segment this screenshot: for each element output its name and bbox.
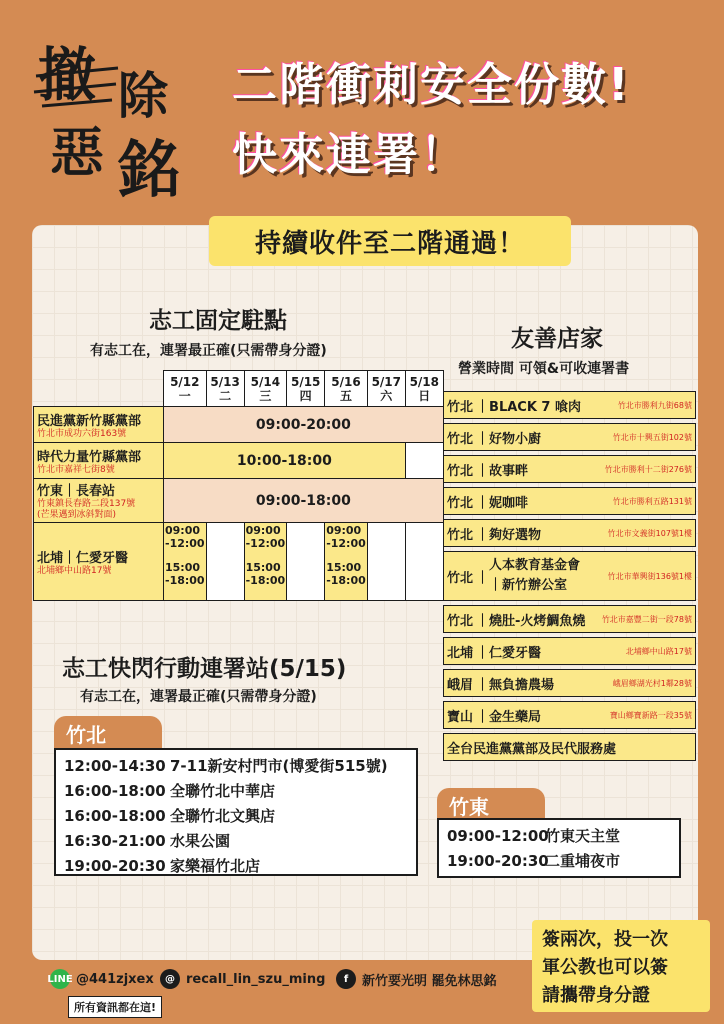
list-item: 19:00-20:30 家樂福竹北店 [64, 857, 261, 875]
list-item: 09:00-12:00竹東天主堂 [447, 827, 621, 845]
schedule-row [34, 523, 444, 601]
time-slot-cell: 09:00 -12:00 15:00 -18:00 [164, 523, 207, 601]
collection-banner: 持續收件至二階通過！ [209, 216, 571, 266]
shop-list [443, 391, 696, 765]
shop-item: 竹北 ｜ BLACK 7 喰肉 竹北市勝利九街68號 [443, 391, 696, 419]
shop-item: 竹北 ｜ 故事畔 竹北市勝利十二街276號 [443, 455, 696, 483]
day-header: 5/18 日 [405, 371, 443, 407]
shop-item: 竹北 ｜ 好物小廚 竹北市十興五街102號 [443, 423, 696, 451]
fixed-stations-subtitle: 有志工在，連署最正確(只需帶身分證) [90, 343, 327, 359]
headline-line-2: 快來連署！ [232, 128, 468, 181]
shop-item: 寶山 ｜ 金生藥局 寶山鄉寶新路一段35號 [443, 701, 696, 729]
schedule-header-row [34, 371, 444, 407]
day-header: 5/14 三 [244, 371, 287, 407]
schedule-row [34, 443, 444, 479]
shop-item: 竹北 ｜ 妮咖啡 竹北市勝利五路131號 [443, 487, 696, 515]
zhudong-list [437, 818, 681, 878]
line-icon: LINE [50, 969, 70, 989]
shops-title: 友善店家 [511, 326, 603, 352]
threads-account[interactable]: @ recall_lin_szu_ming [160, 966, 325, 992]
flash-stations-subtitle: 有志工在，連署最正確(只需帶身分證) [80, 689, 317, 705]
headline-line-1: 二階衝刺安全份數! [232, 58, 631, 111]
fixed-stations-title: 志工固定駐點 [149, 308, 287, 334]
shop-item: 竹北 ｜ 夠好選物 竹北市文義街107號1樓 [443, 519, 696, 547]
shop-item: 竹北 ｜ 燒肚-火烤鯛魚燒 竹北市嘉豐二街一段78號 [443, 605, 696, 633]
logo-char-2: 除 [118, 66, 168, 125]
facebook-page[interactable]: f 新竹要光明 罷免林思銘 [336, 966, 497, 992]
day-header: 5/12 一 [164, 371, 207, 407]
shop-item: 竹北 ｜ 人本教育基金會 ｜新竹辦公室 竹北市華興街136號1樓 [443, 551, 696, 601]
campaign-logo [32, 28, 202, 206]
hours-cell: 10:00-18:00 [164, 443, 406, 479]
logo-strike-icon [32, 46, 122, 116]
schedule-row [34, 407, 444, 443]
fixed-schedule-table [33, 370, 444, 601]
list-item: 16:00-18:00 全聯竹北中華店 [64, 782, 276, 800]
threads-icon: @ [160, 969, 180, 989]
logo-char-3: 惡 [50, 120, 104, 184]
day-header: 5/17 六 [367, 371, 405, 407]
hours-cell: 09:00-18:00 [164, 479, 444, 523]
shop-item-all: 全台民進黨黨部及民代服務處 [443, 733, 696, 761]
reminder-note: 簽兩次，投一次 軍公教也可以簽 請攜帶身分證 [532, 920, 710, 1012]
day-header: 5/15 四 [287, 371, 325, 407]
line-account[interactable]: LINE @441zjxex [50, 966, 154, 992]
facebook-icon: f [336, 969, 356, 989]
list-item: 19:00-20:30二重埔夜市 [447, 852, 621, 870]
day-header: 5/13 二 [206, 371, 244, 407]
footnote-label: 所有資訊都在這! [68, 996, 162, 1018]
hours-cell: 09:00-20:00 [164, 407, 444, 443]
time-slot-cell: 09:00 -12:00 15:00 -18:00 [325, 523, 368, 601]
shop-item: 北埔 ｜ 仁愛牙醫 北埔鄉中山路17號 [443, 637, 696, 665]
time-slot-cell: 09:00 -12:00 15:00 -18:00 [244, 523, 287, 601]
day-header: 5/16 五 [325, 371, 368, 407]
shops-subtitle: 營業時間 可領&可收連署書 [458, 361, 630, 377]
tab-zhudong: 竹東 [437, 788, 545, 822]
logo-char-4: 銘 [118, 133, 181, 206]
location-cell: 竹東｜長春站 竹東鎮長春路二段137號 (芒果邁到冰斜對面) [34, 479, 164, 523]
zhubei-list [54, 748, 418, 876]
location-cell: 時代力量竹縣黨部 竹北市嘉祥七街8號 [34, 443, 164, 479]
list-item: 12:00-14:30 7-11新安村門市(博愛街515號) [64, 757, 388, 775]
location-cell: 北埔｜仁愛牙醫 北埔鄉中山路17號 [34, 523, 164, 601]
list-item: 16:00-18:00 全聯竹北文興店 [64, 807, 276, 825]
list-item: 16:30-21:00 水果公園 [64, 832, 231, 850]
schedule-row [34, 479, 444, 523]
shop-item: 峨眉 ｜ 無負擔農場 峨眉鄉湖光村1鄰28號 [443, 669, 696, 697]
logo-char-1: 撤 [38, 41, 97, 109]
tab-zhubei: 竹北 [54, 716, 162, 750]
location-cell: 民進黨新竹縣黨部 竹北市成功六街163號 [34, 407, 164, 443]
flash-stations-title: 志工快閃行動連署站(5/15) [62, 656, 347, 682]
